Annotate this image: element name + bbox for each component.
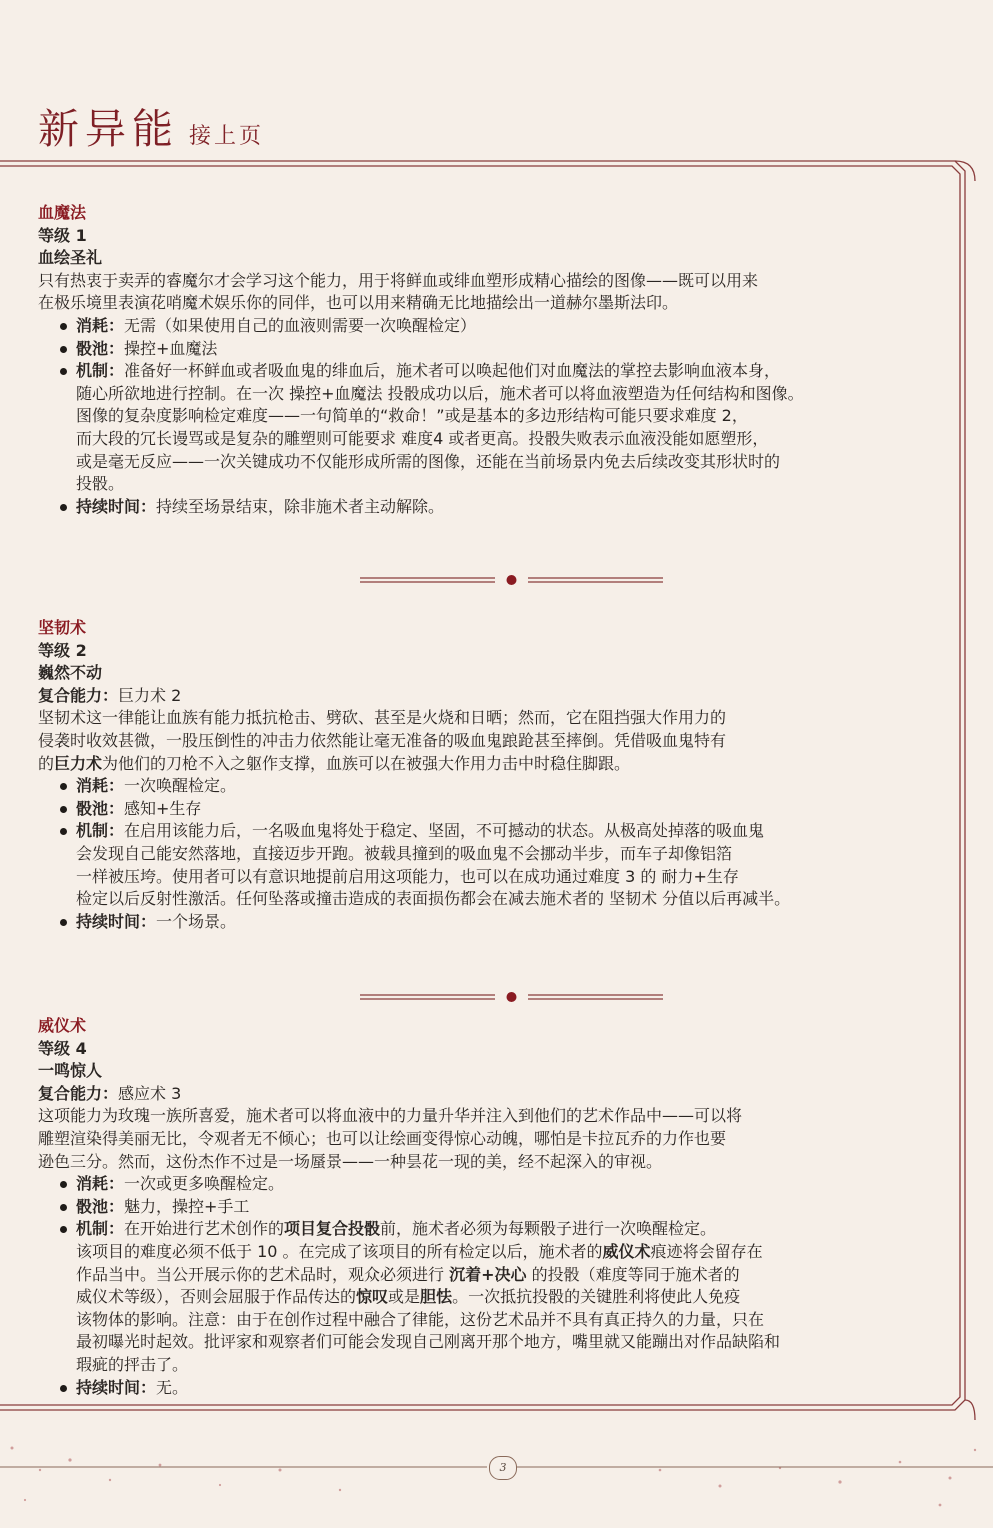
duration-label: 持续时间： [76,911,157,931]
bold-term: 巨力术 [54,753,103,773]
description-line: 这项能力为玫瑰一族所喜爱，施术者可以将血液中的力量升华并注入到他们的艺术作品中——可以将 [38,1106,743,1126]
dice-pool-value: 魅力，操控+手工 [124,1196,250,1216]
bold-term: 惊叹 [356,1287,389,1307]
discipline-title: 坚韧术 [38,618,87,637]
list-item-duration [60,911,958,934]
description-line: 在极乐境里表演花哨魔术娱乐你的同伴，也可以用来精确无比地描绘出一道赫尔墨斯法印。 [38,293,679,313]
power-details-list [38,775,958,933]
list-item-cost [60,775,958,798]
system-line: 随心所欲地进行控制。在一次 操控+血魔法 投骰成功以后，施术者可以将血液塑造为任何结构和图像。 [76,383,804,403]
text-span: 该项目的难度必须不低于 10 。在完成了该项目的所有检定以后，施术者的 [76,1241,603,1261]
description-line [38,753,958,776]
power-name: 巍然不动 [38,663,103,683]
amalgam-line [38,1083,958,1106]
bold-term: 威仪术 [602,1241,651,1261]
system-line [76,1241,958,1264]
cost-label: 消耗： [76,1174,125,1194]
page-title: 新异能 [38,105,179,153]
system-label: 机制： [76,1219,125,1239]
dice-pool-value: 感知+生存 [124,798,202,818]
system-line: 准备好一杯鲜血或者吸血鬼的绯血后，施术者可以唤起他们对血魔法的掌控去影响血液本身， [124,361,781,381]
power-name: 血绘圣礼 [38,248,103,268]
discipline-title: 血魔法 [38,203,87,222]
duration-label: 持续时间： [76,496,157,516]
system-line: 检定以后反射性激活。任何坠落或撞击造成的表面损伤都会在减去施术者的 坚韧术 分值以后再减半。 [76,889,791,909]
system-line: 投骰。 [76,474,125,494]
duration-value: 持续至场景结束，除非施术者主动解除。 [156,496,445,516]
bold-term: 胆怯 [420,1287,453,1307]
list-item-dice-pool [60,798,958,821]
system-line: 或是毫无反应——一次关键成功不仅能形成所需的图像，还能在当前场景内免去后续改变其形状时的 [76,451,781,471]
list-item-duration [60,1377,958,1400]
power-description [38,270,958,315]
list-item-system [60,1218,958,1376]
duration-value: 无。 [156,1377,189,1397]
description-line: 侵袭时收效甚微，一股压倒性的冲击力依然能让毫无准备的吸血鬼踉跄甚至摔倒。凭借吸血鬼特有 [38,730,727,750]
discipline-section-blood-sorcery [38,202,958,518]
text-span: 的投骰（难度等同于施术者的 [526,1264,740,1284]
cost-value: 一次或更多唤醒检定。 [124,1174,285,1194]
system-line [76,1286,958,1309]
description-line: 逊色三分。然而，这份杰作不过是一场蜃景——一种昙花一现的美，经不起深入的审视。 [38,1151,663,1171]
system-label: 机制： [76,821,125,841]
system-line: 图像的复杂度影响检定难度——一句简单的“救命！”或是基本的多边形结构可能只要求难度 2， [76,406,748,426]
section-divider-ornament [360,573,663,587]
page-number: 3 [489,1456,517,1480]
dice-pool-label: 骰池： [76,798,125,818]
system-label: 机制： [76,361,125,381]
cost-label: 消耗： [76,315,125,335]
system-line: 瑕疵的抨击了。 [76,1354,189,1374]
list-item-dice-pool [60,338,958,361]
list-item-cost [60,315,958,338]
system-line: 一样被压垮。使用者可以有意识地提前启用这项能力，也可以在成功通过难度 3 的 耐力+生存 [76,866,739,886]
cost-label: 消耗： [76,776,125,796]
discipline-section-fortitude [38,617,958,933]
page-header [38,96,264,155]
power-description [38,1105,958,1173]
power-name: 一鸣惊人 [38,1061,103,1081]
text-span: 。一次抵抗投骰的关键胜利将使此人免疫 [452,1287,741,1307]
text-span: 在开始进行艺术创作的 [124,1219,285,1239]
amalgam-line [38,685,958,708]
text-span: 作品当中。当公开展示你的艺术品时，观众必须进行 [76,1264,450,1284]
dice-pool-value: 操控+血魔法 [124,338,218,358]
system-line: 最初曝光时起效。批评家和观察者们可能会发现自己刚离开那个地方，嘴里就又能蹦出对作品缺陷和 [76,1332,781,1352]
discipline-section-presence [38,1015,958,1399]
discipline-title: 威仪术 [38,1016,87,1035]
system-line: 该物体的影响。注意：由于在创作过程中融合了律能，这份艺术品并不具有真正持久的力量，只在 [76,1309,765,1329]
page-subtitle: 接上页 [189,124,265,149]
list-item-duration [60,496,958,519]
list-item-cost [60,1173,958,1196]
amalgam-value: 感应术 3 [118,1083,182,1103]
power-level: 等级 1 [38,225,87,245]
text-span: 痕迹将会留存在 [650,1241,763,1261]
list-item-system [60,820,958,910]
system-line [76,1264,958,1287]
bold-term: 项目复合投骰 [284,1219,381,1239]
list-item-dice-pool [60,1196,958,1219]
text-span: 为他们的刀枪不入之躯作支撑，血族可以在被强大作用力击中时稳住脚跟。 [102,753,631,773]
dice-pool-label: 骰池： [76,1196,125,1216]
cost-value: 无需（如果使用自己的血液则需要一次唤醒检定） [124,315,477,335]
list-item-system [60,360,958,496]
text-span: 的 [38,753,55,773]
duration-label: 持续时间： [76,1377,157,1397]
amalgam-value: 巨力术 2 [118,685,182,705]
description-line: 坚韧术这一律能让血族有能力抵抗枪击、劈砍、甚至是火烧和日晒；然而，它在阻挡强大作用力的 [38,708,727,728]
cost-value: 一次唤醒检定。 [124,776,237,796]
power-level: 等级 4 [38,1038,87,1058]
system-line: 在启用该能力后，一名吸血鬼将处于稳定、坚固，不可撼动的状态。从极高处掉落的吸血鬼 [124,821,765,841]
description-line: 只有热衷于卖弄的睿魔尔才会学习这个能力，用于将鲜血或绯血塑形成精心描绘的图像——既可以用来 [38,270,759,290]
amalgam-label: 复合能力： [38,1083,119,1103]
system-line: 而大段的冗长谩骂或是复杂的雕塑则可能要求 难度4 或者更高。投骰失败表示血液没能如愿塑形， [76,428,769,448]
power-description [38,707,958,775]
power-details-list [38,315,958,518]
text-span: 前，施术者必须为每颗骰子进行一次唤醒检定。 [380,1219,717,1239]
amalgam-label: 复合能力： [38,685,119,705]
text-span: 威仪术等级），否则会屈服于作品传达的 [76,1287,357,1307]
power-level: 等级 2 [38,640,87,660]
system-line: 会发现自己能安然落地，直接迈步开跑。被载具撞到的吸血鬼不会挪动半步，而车子却像铝箔 [76,843,733,863]
text-span: 或是 [388,1287,421,1307]
bold-term: 沉着+决心 [449,1264,527,1284]
dice-pool-label: 骰池： [76,338,125,358]
section-divider-ornament [360,990,663,1004]
description-line: 雕塑渲染得美丽无比，令观者无不倾心；也可以让绘画变得惊心动魄，哪怕是卡拉瓦乔的力作也要 [38,1128,727,1148]
power-details-list [38,1173,958,1399]
duration-value: 一个场景。 [156,911,237,931]
